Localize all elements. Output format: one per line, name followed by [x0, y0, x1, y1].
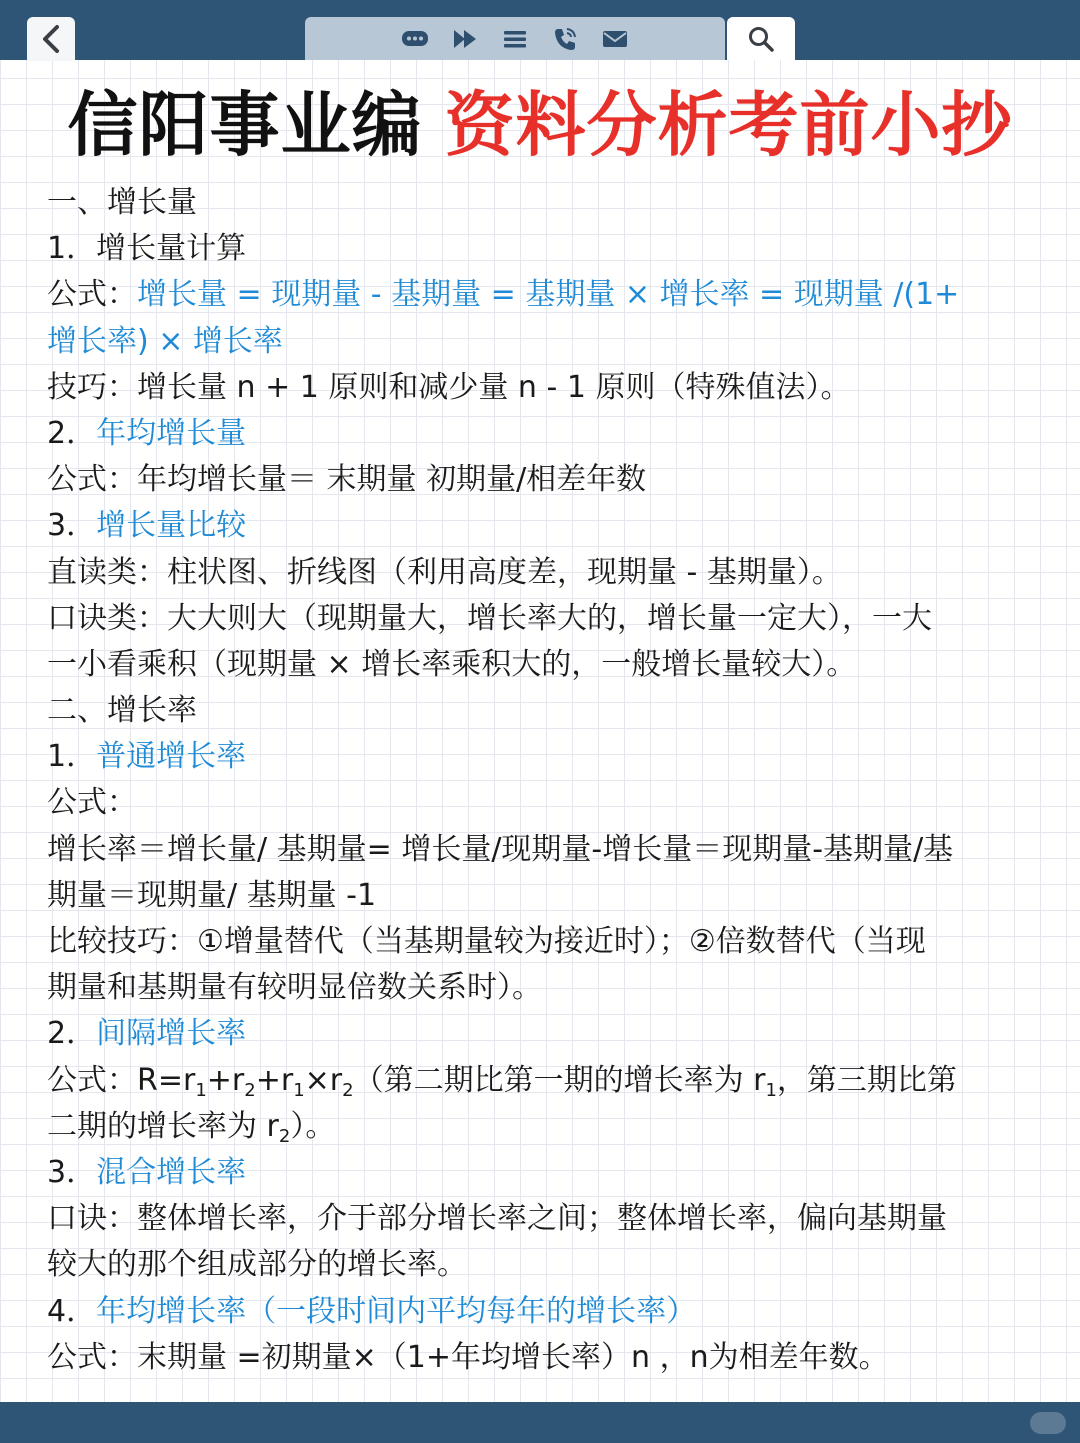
subsection-number: 4． — [47, 1293, 97, 1329]
title-part1: 信阳事业编 — [67, 84, 423, 166]
forward-icon[interactable] — [450, 24, 480, 54]
formula-part: 公式：R=r — [47, 1062, 196, 1098]
subsection-number: 2． — [47, 1016, 97, 1052]
subsection-number: 2． — [47, 415, 97, 451]
subsection-title: 混合增长率 — [96, 1154, 247, 1190]
text-line: 直读类：柱状图、折线图（利用高度差，现期量 - 基期量）。 — [47, 554, 842, 590]
subsection-heading — [47, 1011, 1039, 1057]
toolbar — [305, 17, 725, 60]
subsection-title: 年均增长量 — [96, 415, 247, 451]
subscript: 1 — [195, 1079, 207, 1101]
back-button[interactable] — [27, 17, 75, 61]
formula-line-cont — [47, 1104, 1039, 1150]
formula-text: 增长量 = 现期量 - 基期量 = 基期量 × 增长率 = 现期量 /(1+ — [137, 277, 960, 313]
subscript: 2 — [278, 1125, 291, 1147]
text-line: 一小看乘积（现期量 × 增长率乘积大的，一般增长量较大）。 — [47, 646, 857, 682]
subsection-title: 普通增长率 — [96, 739, 247, 775]
formula-part: 二期的增长率为 r — [47, 1108, 279, 1144]
subsection-title: 增长量比较 — [96, 508, 247, 544]
tip-line-cont: 较大的那个组成部分的增长率。 — [47, 1247, 467, 1283]
subsection-heading — [47, 1289, 1039, 1335]
chat-icon[interactable] — [400, 24, 430, 54]
subscript: 2 — [342, 1079, 354, 1101]
phone-icon[interactable] — [550, 24, 580, 54]
list-icon[interactable] — [500, 24, 530, 54]
section-heading: 二、增长率 — [47, 693, 197, 729]
top-nav-bar — [0, 0, 1080, 60]
formula-line: 增长率＝增长量/ 基期量= 增长量/现期量-增长量＝现期量-基期量/基 — [47, 831, 954, 867]
formula-part: （第二期比第一期的增长率为 r — [353, 1062, 766, 1098]
page-title — [0, 80, 1080, 170]
subsection-heading: 1．增长量计算 — [47, 231, 247, 267]
subsection-heading — [47, 1150, 1039, 1196]
formula-part: +r — [206, 1062, 245, 1098]
mail-icon[interactable] — [600, 24, 630, 54]
formula-line-cont: 期量＝现期量/ 基期量 -1 — [47, 877, 377, 913]
tip-line: 比较技巧：①增量替代（当基期量较为接近时）；②倍数替代（当现 — [47, 924, 926, 959]
subscript: 1 — [293, 1079, 305, 1101]
formula-line-cont: 增长率) × 增长率 — [47, 323, 283, 359]
subsection-title: 间隔增长率 — [96, 1016, 247, 1052]
bottom-bar — [0, 1402, 1080, 1443]
chevron-left-icon — [39, 24, 63, 54]
text-line: 口诀类：大大则大（现期量大，增长率大的，增长量一定大），一大 — [47, 600, 932, 636]
subscript: 2 — [244, 1079, 256, 1101]
formula-part: ×r — [304, 1062, 343, 1098]
search-button[interactable] — [727, 17, 795, 60]
formula-part: ，第三期比第 — [776, 1062, 957, 1098]
formula-line — [47, 1058, 1039, 1104]
tip-line: 口诀：整体增长率，介于部分增长率之间；整体增长率，偏向基期量 — [47, 1201, 947, 1237]
watermark-icon — [1030, 1412, 1066, 1434]
notes-content — [47, 180, 1039, 1381]
tip-line: 技巧：增长量 n + 1 原则和减少量 n - 1 原则（特殊值法）。 — [47, 369, 851, 405]
subsection-title: 年均增长率（一段时间内平均每年的增长率） — [96, 1293, 697, 1329]
section-heading: 一、增长量 — [47, 185, 197, 220]
subscript: 1 — [765, 1079, 777, 1101]
formula-label: 公式： — [47, 785, 137, 821]
formula-line: 公式：年均增长量＝ 末期量 初期量/相差年数 — [47, 462, 647, 498]
subsection-heading — [47, 734, 1039, 780]
subsection-heading — [47, 411, 1039, 457]
tip-line-cont: 期量和基期量有较明显倍数关系时）。 — [47, 970, 542, 1006]
search-icon — [747, 25, 775, 53]
subsection-number: 3． — [47, 1154, 97, 1190]
formula-part: ）。 — [290, 1108, 336, 1144]
title-part2: 资料分析考前小抄 — [444, 84, 1013, 166]
subsection-number: 3． — [47, 508, 97, 544]
formula-line: 公式：末期量 =初期量×（1+年均增长率）n ，n为相差年数。 — [47, 1339, 889, 1375]
formula-label: 公式： — [47, 277, 137, 313]
formula-part: +r — [255, 1062, 294, 1098]
formula-line — [47, 272, 1039, 318]
subsection-number: 1． — [47, 739, 97, 775]
subsection-heading — [47, 503, 1039, 549]
